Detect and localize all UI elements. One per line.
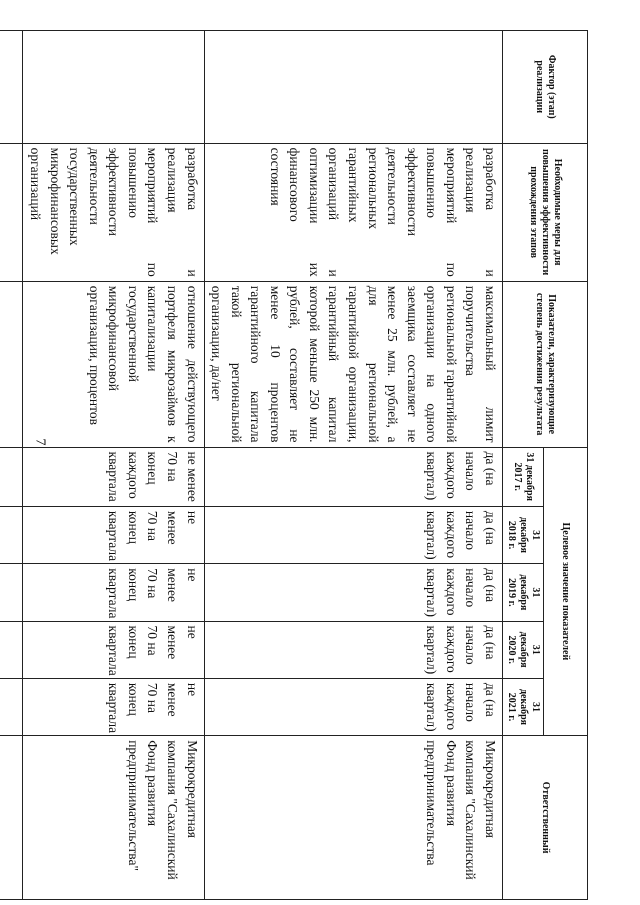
header-year-2021: 31 декабря 2021 г. [503, 678, 544, 735]
table-row [204, 31, 502, 900]
indicators-table [0, 30, 588, 900]
table-row [23, 31, 204, 900]
row-value-2021: да (на начало каждого квартал) [204, 678, 502, 735]
row-value-2018: не менее 70 на конец квартала [23, 506, 204, 563]
row-value-2021: не менее 70 на конец квартала [23, 678, 204, 735]
table-filler-cell [0, 143, 23, 281]
header-factor: Фактор (этап) реализации [503, 31, 588, 144]
page-number: 7 [32, 438, 48, 446]
header-year-2017: 31 декабря 2017 г. [503, 447, 544, 506]
table-filler-cell [0, 621, 23, 678]
row-factor [204, 31, 502, 144]
row-value-2019: да (на начало каждого квартал) [204, 564, 502, 621]
table-filler-cell [0, 281, 23, 447]
table-filler-cell [0, 564, 23, 621]
table-filler-cell [0, 447, 23, 506]
header-year-2019: 31 декабря 2019 г. [503, 564, 544, 621]
table-filler-cell [0, 678, 23, 735]
rotated-page [28, 30, 588, 900]
header-indicators: Показатели, характеризующие степень достижения результата [503, 281, 588, 447]
table-filler-cell [0, 31, 23, 144]
row-value-2020: да (на начало каждого квартал) [204, 621, 502, 678]
table-filler-cell [0, 736, 23, 900]
header-year-2018: 31 декабря 2018 г. [503, 506, 544, 563]
row-value-2017: не менее 70 на конец каждого квартала [23, 447, 204, 506]
row-factor [23, 31, 204, 144]
row-indicator: отношение действующего портфеля микрозаймов к капитализации государственной микрофинансовой организации, процентов [23, 281, 204, 447]
table-filler-cell [0, 506, 23, 563]
row-measures: разработка и реализация мероприятий по повышению эффективности деятельности государственных микрофинансовых организаций [23, 143, 204, 281]
row-responsible: Микрокредитная компания "Сахалинский Фонд развития предпринимательства [204, 736, 502, 900]
row-value-2018: да (на начало каждого квартал) [204, 506, 502, 563]
row-indicator: максимальный лимит поручительства региональной гарантийной организации на одного заемщика составляет не менее 25 млн. рублей, а для региональной гарантийной организации, гарантийный капитал которой меньше 250 млн. рублей, составляет не менее 10 процентов гарантийного капитала такой региональной организации, да/нет [204, 281, 502, 447]
header-responsible: Ответственный [503, 736, 588, 900]
row-value-2019: не менее 70 на конец квартала [23, 564, 204, 621]
row-value-2017: да (на начало каждого квартал) [204, 447, 502, 506]
row-responsible: Микрокредитная компания "Сахалинский Фонд развития предпринимательства" [23, 736, 204, 900]
row-measures: разработка и реализация мероприятий по повышению эффективности деятельности региональных гарантийных организаций и оптимизации их финансового состояния [204, 143, 502, 281]
row-value-2020: не менее 70 на конец квартала [23, 621, 204, 678]
header-measures: Необходимые меры для повышения эффективности прохождения этапов [503, 143, 588, 281]
header-target: Целевое значение показателей [544, 447, 588, 736]
header-year-2020: 31 декабря 2020 г. [503, 621, 544, 678]
